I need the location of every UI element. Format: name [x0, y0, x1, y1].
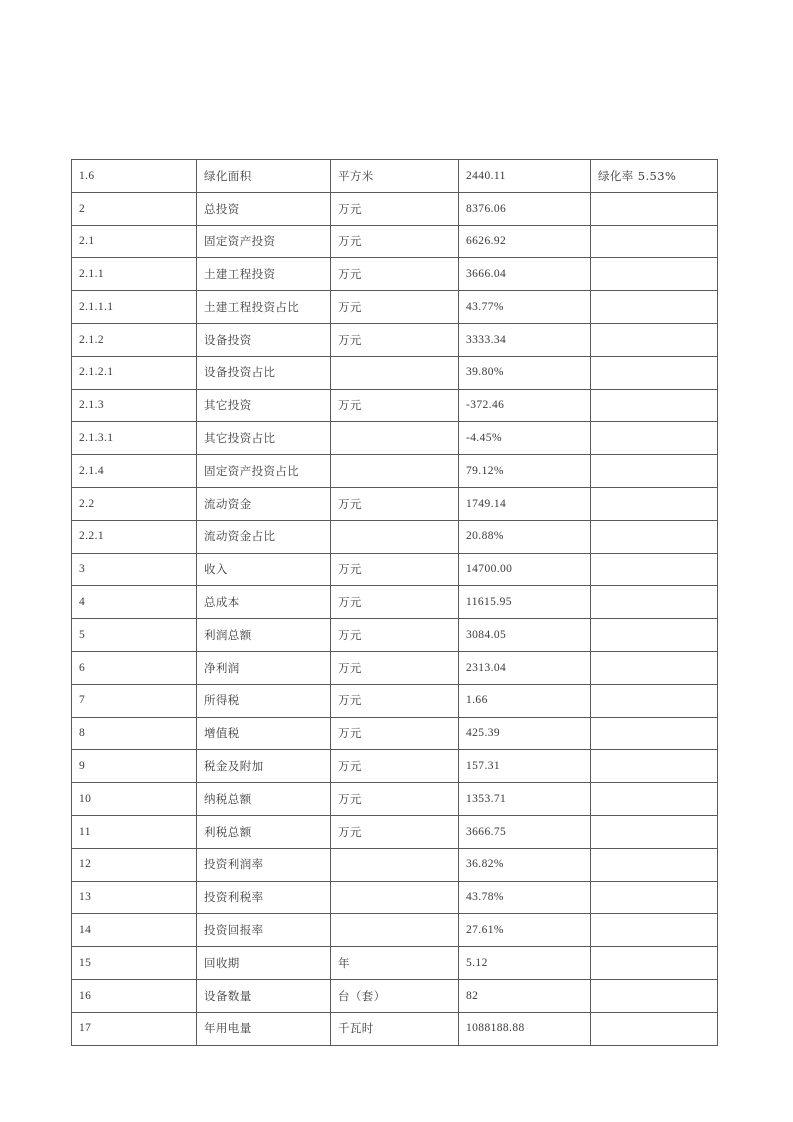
cell-value: 27.61%	[459, 914, 591, 947]
cell-value: 2313.04	[459, 651, 591, 684]
cell-remark	[591, 487, 718, 520]
cell-value: 36.82%	[459, 848, 591, 881]
cell-value: 82	[459, 979, 591, 1012]
cell-remark	[591, 815, 718, 848]
table-row	[72, 422, 718, 455]
table-row	[72, 225, 718, 258]
cell-unit: 万元	[331, 586, 459, 619]
cell-code: 2.1.1	[72, 258, 197, 291]
cell-code: 15	[72, 947, 197, 980]
cell-unit: 千瓦时	[331, 1012, 459, 1045]
cell-name: 利税总额	[197, 815, 331, 848]
cell-code: 2.2	[72, 487, 197, 520]
cell-code: 6	[72, 651, 197, 684]
cell-code: 5	[72, 619, 197, 652]
table-row	[72, 914, 718, 947]
cell-unit	[331, 881, 459, 914]
cell-unit: 万元	[331, 651, 459, 684]
metrics-table-body	[72, 160, 718, 1046]
cell-code: 10	[72, 783, 197, 816]
cell-name: 纳税总额	[197, 783, 331, 816]
cell-value: 3666.75	[459, 815, 591, 848]
cell-remark	[591, 914, 718, 947]
cell-name: 投资利税率	[197, 881, 331, 914]
cell-remark	[591, 881, 718, 914]
cell-code: 8	[72, 717, 197, 750]
cell-remark	[591, 619, 718, 652]
cell-code: 1.6	[72, 160, 197, 193]
cell-name: 绿化面积	[197, 160, 331, 193]
table-row	[72, 619, 718, 652]
cell-code: 9	[72, 750, 197, 783]
table-row	[72, 356, 718, 389]
cell-unit: 万元	[331, 323, 459, 356]
cell-name: 土建工程投资	[197, 258, 331, 291]
cell-name: 回收期	[197, 947, 331, 980]
cell-name: 流动资金占比	[197, 520, 331, 553]
cell-remark	[591, 455, 718, 488]
cell-name: 净利润	[197, 651, 331, 684]
table-row	[72, 1012, 718, 1045]
cell-code: 2.1.3	[72, 389, 197, 422]
cell-name: 设备数量	[197, 979, 331, 1012]
cell-unit	[331, 520, 459, 553]
cell-name: 投资回报率	[197, 914, 331, 947]
cell-remark	[591, 389, 718, 422]
cell-remark	[591, 651, 718, 684]
table-row	[72, 651, 718, 684]
cell-unit: 年	[331, 947, 459, 980]
table-row	[72, 192, 718, 225]
cell-value: 425.39	[459, 717, 591, 750]
cell-name: 利润总额	[197, 619, 331, 652]
cell-name: 其它投资占比	[197, 422, 331, 455]
table-row	[72, 881, 718, 914]
cell-unit	[331, 848, 459, 881]
cell-name: 流动资金	[197, 487, 331, 520]
cell-value: 3666.04	[459, 258, 591, 291]
investment-metrics-table	[71, 159, 718, 1046]
cell-name: 税金及附加	[197, 750, 331, 783]
cell-name: 总成本	[197, 586, 331, 619]
cell-remark	[591, 258, 718, 291]
cell-unit: 平方米	[331, 160, 459, 193]
cell-name: 所得税	[197, 684, 331, 717]
cell-remark	[591, 586, 718, 619]
cell-value: 3084.05	[459, 619, 591, 652]
cell-unit: 万元	[331, 225, 459, 258]
cell-code: 2.1.2	[72, 323, 197, 356]
cell-code: 4	[72, 586, 197, 619]
metrics-table-container	[71, 159, 717, 1046]
cell-code: 16	[72, 979, 197, 1012]
table-row	[72, 323, 718, 356]
cell-name: 总投资	[197, 192, 331, 225]
table-row	[72, 947, 718, 980]
cell-value: 43.78%	[459, 881, 591, 914]
cell-name: 其它投资	[197, 389, 331, 422]
cell-code: 11	[72, 815, 197, 848]
cell-remark	[591, 553, 718, 586]
cell-value: 157.31	[459, 750, 591, 783]
cell-unit: 万元	[331, 684, 459, 717]
cell-name: 收入	[197, 553, 331, 586]
cell-unit: 台（套）	[331, 979, 459, 1012]
cell-value: -372.46	[459, 389, 591, 422]
cell-value: 79.12%	[459, 455, 591, 488]
cell-code: 2.1.1.1	[72, 291, 197, 324]
table-row	[72, 389, 718, 422]
cell-code: 2.1.3.1	[72, 422, 197, 455]
table-row	[72, 487, 718, 520]
table-row	[72, 815, 718, 848]
cell-unit: 万元	[331, 750, 459, 783]
cell-unit: 万元	[331, 553, 459, 586]
cell-value: 20.88%	[459, 520, 591, 553]
table-row	[72, 258, 718, 291]
cell-value: 3333.34	[459, 323, 591, 356]
cell-code: 2.1.4	[72, 455, 197, 488]
cell-value: 43.77%	[459, 291, 591, 324]
cell-name: 增值税	[197, 717, 331, 750]
cell-unit: 万元	[331, 815, 459, 848]
cell-remark	[591, 192, 718, 225]
cell-remark	[591, 520, 718, 553]
table-row	[72, 291, 718, 324]
table-row	[72, 717, 718, 750]
cell-value: 6626.92	[459, 225, 591, 258]
cell-unit: 万元	[331, 258, 459, 291]
cell-code: 3	[72, 553, 197, 586]
cell-value: 1749.14	[459, 487, 591, 520]
cell-value: 1353.71	[459, 783, 591, 816]
cell-unit: 万元	[331, 717, 459, 750]
cell-name: 年用电量	[197, 1012, 331, 1045]
table-row	[72, 586, 718, 619]
cell-name: 投资利润率	[197, 848, 331, 881]
cell-value: -4.45%	[459, 422, 591, 455]
table-row	[72, 160, 718, 193]
cell-unit	[331, 455, 459, 488]
cell-value: 1.66	[459, 684, 591, 717]
cell-code: 2.1	[72, 225, 197, 258]
cell-remark	[591, 422, 718, 455]
cell-name: 设备投资占比	[197, 356, 331, 389]
table-row	[72, 848, 718, 881]
cell-value: 8376.06	[459, 192, 591, 225]
cell-remark	[591, 979, 718, 1012]
cell-code: 7	[72, 684, 197, 717]
table-row	[72, 750, 718, 783]
cell-remark	[591, 783, 718, 816]
cell-remark	[591, 684, 718, 717]
cell-code: 12	[72, 848, 197, 881]
cell-name: 固定资产投资	[197, 225, 331, 258]
cell-remark	[591, 356, 718, 389]
cell-remark: 绿化率 5.53%	[591, 160, 718, 193]
cell-remark	[591, 291, 718, 324]
table-row	[72, 979, 718, 1012]
cell-value: 2440.11	[459, 160, 591, 193]
cell-remark	[591, 750, 718, 783]
cell-code: 14	[72, 914, 197, 947]
cell-code: 13	[72, 881, 197, 914]
cell-unit	[331, 356, 459, 389]
cell-remark	[591, 1012, 718, 1045]
cell-unit: 万元	[331, 783, 459, 816]
cell-remark	[591, 323, 718, 356]
table-row	[72, 783, 718, 816]
cell-code: 2.1.2.1	[72, 356, 197, 389]
cell-unit: 万元	[331, 192, 459, 225]
cell-value: 1088188.88	[459, 1012, 591, 1045]
cell-code: 2.2.1	[72, 520, 197, 553]
table-row	[72, 520, 718, 553]
cell-unit: 万元	[331, 389, 459, 422]
cell-remark	[591, 848, 718, 881]
table-row	[72, 455, 718, 488]
table-row	[72, 684, 718, 717]
cell-value: 11615.95	[459, 586, 591, 619]
cell-remark	[591, 717, 718, 750]
cell-unit	[331, 422, 459, 455]
cell-value: 5.12	[459, 947, 591, 980]
cell-value: 14700.00	[459, 553, 591, 586]
cell-name: 设备投资	[197, 323, 331, 356]
table-row	[72, 553, 718, 586]
cell-value: 39.80%	[459, 356, 591, 389]
cell-unit: 万元	[331, 619, 459, 652]
cell-name: 固定资产投资占比	[197, 455, 331, 488]
cell-name: 土建工程投资占比	[197, 291, 331, 324]
cell-code: 2	[72, 192, 197, 225]
cell-unit: 万元	[331, 487, 459, 520]
cell-remark	[591, 947, 718, 980]
cell-unit: 万元	[331, 291, 459, 324]
cell-unit	[331, 914, 459, 947]
cell-code: 17	[72, 1012, 197, 1045]
cell-remark	[591, 225, 718, 258]
